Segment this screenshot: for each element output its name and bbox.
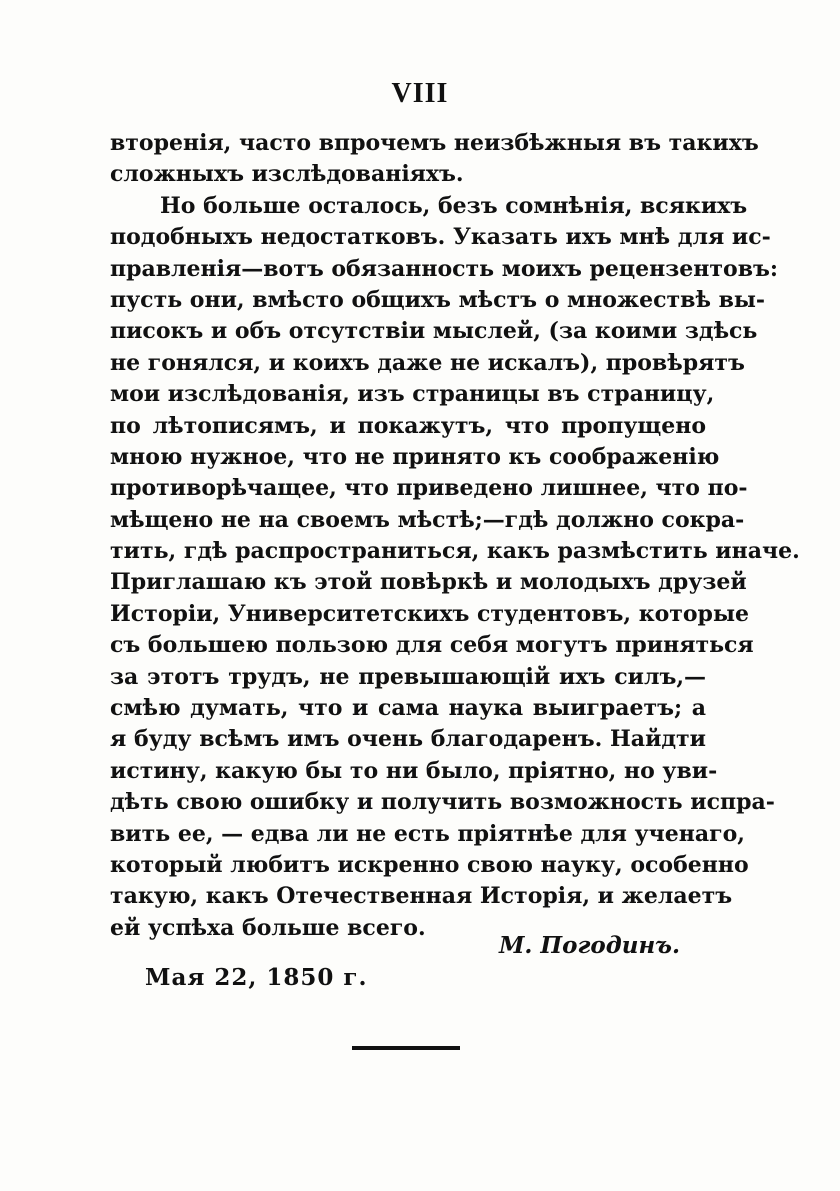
- author-signature: М. Погодинъ.: [498, 932, 680, 959]
- text-line: не гонялся, и коихъ даже не искалъ), провѣрятъ: [110, 349, 745, 376]
- text-line: который любитъ искренно свою науку, особенно: [110, 851, 749, 878]
- text-line: тить, гдѣ распространиться, какъ размѣстить иначе.: [110, 538, 800, 565]
- text-line: за этотъ трудъ, не превышающій ихъ силъ,—: [110, 663, 706, 690]
- text-line: писокъ и объ отсутствіи мыслей, (за коими здѣсь: [110, 318, 758, 345]
- text-line: по лѣтописямъ, и покажутъ, что пропущено: [110, 412, 706, 439]
- text-line: мои изслѣдованія, изъ страницы въ страницу,: [110, 381, 715, 408]
- text-line: правленія—вотъ обязанность моихъ рецензентовъ:: [110, 255, 778, 282]
- text-line: подобныхъ недостатковъ. Указать ихъ мнѣ для ис-: [110, 224, 771, 251]
- text-line: вить ее, — едва ли не есть пріятнѣе для ученаго,: [110, 820, 745, 847]
- text-line: такую, какъ Отечественная Исторія, и желаетъ: [110, 883, 733, 910]
- text-line: дѣть свою ошибку и получить возможность испра-: [110, 789, 775, 816]
- text-line: вторенія, часто впрочемъ неизбѣжныя въ такихъ: [110, 130, 759, 156]
- text-line: сложныхъ изслѣдованіяхъ.: [110, 161, 464, 188]
- date-line: Мая 22, 1850 г.: [145, 964, 368, 991]
- text-line: мѣщено не на своемъ мѣстѣ;—гдѣ должно сокра-: [110, 506, 745, 533]
- text-line: съ большею пользою для себя могутъ приняться: [110, 632, 754, 659]
- text-line: Исторіи, Университетскихъ студентовъ, которые: [110, 600, 749, 627]
- text-line: пусть они, вмѣсто общихъ мѣстъ о множествѣ вы-: [110, 286, 766, 313]
- text-line: ей успѣха больше всего.: [110, 914, 426, 941]
- closing-rule: [352, 1046, 460, 1050]
- text-line: я буду всѣмъ имъ очень благодаренъ. Найдти: [110, 726, 706, 753]
- page-number: VIII: [391, 78, 449, 109]
- text-line: противорѣчащее, что приведено лишнее, что по-: [110, 475, 748, 502]
- text-line: истину, какую бы то ни было, пріятно, но уви-: [110, 757, 718, 784]
- text-line: Но больше осталось, безъ сомнѣнія, всякихъ: [160, 192, 748, 219]
- text-line: смѣю думать, что и сама наука выиграетъ; а: [110, 695, 706, 722]
- text-line: мною нужное, что не принято къ соображенію: [110, 443, 720, 470]
- body-text: [110, 128, 800, 944]
- text-line: Приглашаю къ этой повѣркѣ и молодыхъ друзей: [110, 569, 747, 596]
